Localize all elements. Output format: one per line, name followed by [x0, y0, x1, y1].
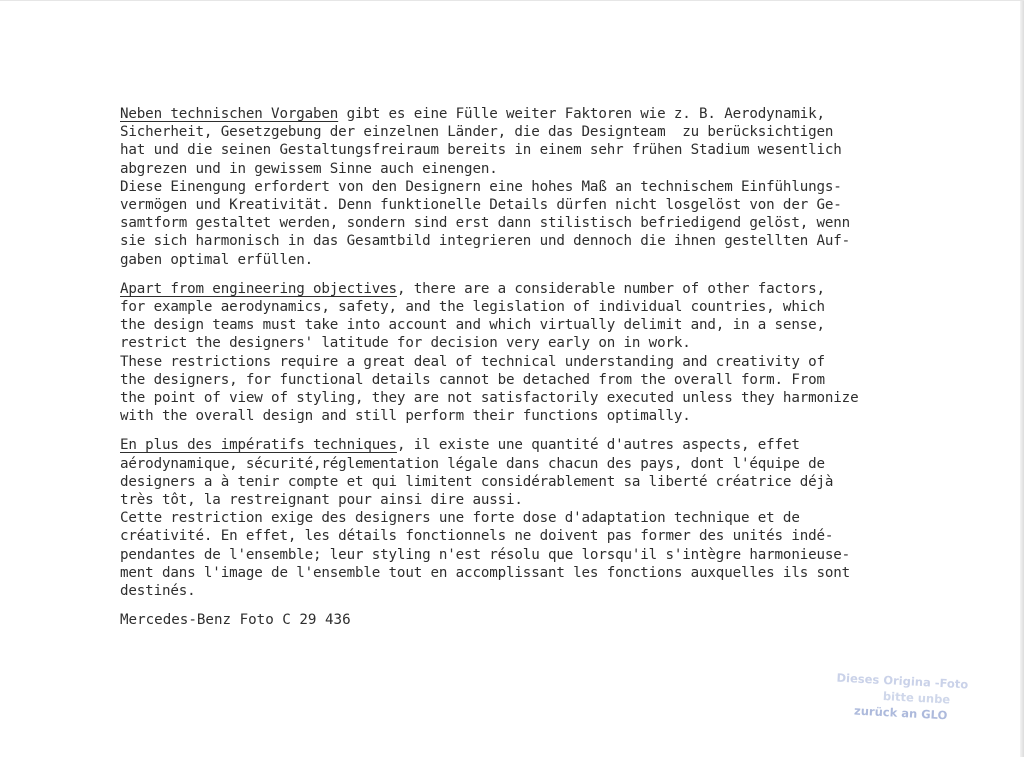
text-line: destinés.	[120, 583, 196, 600]
photo-credit: Mercedes-Benz Foto C 29 436	[120, 612, 351, 628]
paragraph-english	[120, 280, 940, 426]
line-continuation: , there are a considerable number of other factors,	[396, 280, 825, 297]
stamp-line: bitte unbe	[882, 689, 951, 707]
text-line: designers a à tenir compte et qui limitent considérablement sa liberté créatrice déjà	[120, 473, 834, 490]
lead-phrase: En plus des impératifs techniques	[120, 437, 397, 454]
text-line: pendantes de l'ensemble; leur styling n'est résolu que lorsqu'il s'intègre harmonieuse-	[120, 546, 851, 563]
text-line: sie sich harmonisch in das Gesamtbild integrieren und dennoch die ihnen gestellten Auf-	[120, 233, 851, 250]
caption-text	[120, 105, 940, 611]
text-line: the design teams must take into account and which virtually delimit and, in a sense,	[120, 317, 825, 334]
text-line: Cette restriction exige des designers une forte dose d'adaptation technique et de	[120, 510, 800, 527]
text-line	[120, 105, 940, 123]
text-line: with the overall design and still perform their functions optimally.	[120, 408, 691, 425]
text-line: hat und die seinen Gestaltungsfreiraum bereits in einem sehr frühen Stadium wesentlich	[120, 142, 842, 159]
text-line: très tôt, la restreignant pour ainsi dire aussi.	[120, 492, 523, 509]
text-line: Diese Einengung erfordert von den Designern eine hohes Maß an technischem Einfühlungs-	[120, 178, 842, 195]
text-line: Sicherheit, Gesetzgebung der einzelnen Länder, die das Designteam zu berücksichtigen	[120, 124, 834, 141]
text-line: the point of view of styling, they are not satisfactorily executed unless they harmonize	[120, 390, 859, 407]
text-line: restrict the designers' latitude for decision very early on in work.	[120, 335, 691, 352]
stamp-line: zurück an GLO	[853, 703, 948, 723]
text-line: gaben optimal erfüllen.	[120, 251, 314, 268]
text-line	[120, 280, 940, 298]
text-line: créativité. En effet, les détails fonctionnels ne doivent pas former des unités indé-	[120, 528, 834, 545]
text-line: These restrictions require a great deal of technical understanding and creativity of	[120, 353, 825, 370]
text-line: abgrezen und in gewissem Sinne auch einengen.	[120, 160, 498, 177]
lead-phrase: Neben technischen Vorgaben	[120, 106, 339, 122]
text-line: aérodynamique, sécurité,réglementation légale dans chacun des pays, dont l'équipe de	[120, 455, 825, 472]
lead-phrase: Apart from engineering objectives	[120, 280, 397, 297]
line-continuation: gibt es eine Fülle weiter Faktoren wie z. B. Aerodynamik,	[338, 106, 825, 122]
text-line: ment dans l'image de l'ensemble tout en accomplissant les fonctions auxquelles ils sont	[120, 564, 851, 581]
paragraph-french	[120, 436, 940, 600]
text-line: samtform gestaltet werden, sondern sind erst dann stilistisch befriedigend gelöst, wenn	[120, 215, 851, 232]
text-line	[120, 436, 940, 454]
line-continuation: , il existe une quantité d'autres aspects, effet	[396, 437, 800, 454]
paragraph-german	[120, 105, 940, 269]
text-line: the designers, for functional details cannot be detached from the overall form. From	[120, 371, 825, 388]
stamp-line: Dieses Origina -Foto	[836, 670, 969, 692]
text-line: vermögen und Kreativität. Denn funktionelle Details dürfen nicht losgelöst von der Ge-	[120, 197, 842, 214]
page-edge	[1020, 1, 1024, 757]
archive-stamp	[794, 668, 1007, 749]
text-line: for example aerodynamics, safety, and the legislation of individual countries, which	[120, 299, 825, 316]
